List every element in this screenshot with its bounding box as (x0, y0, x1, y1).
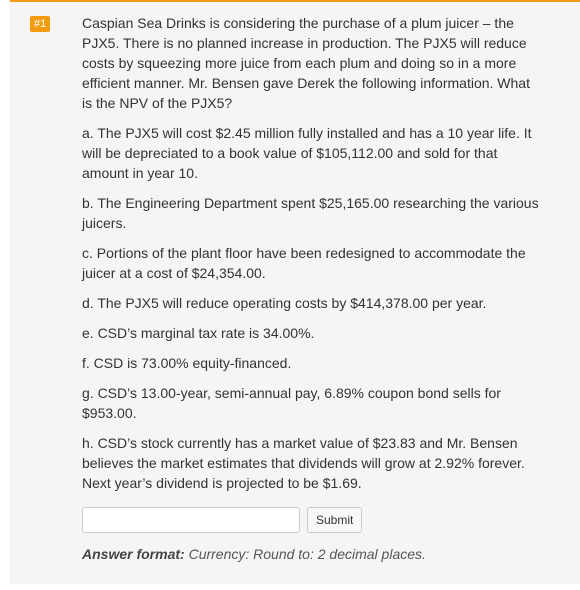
answer-format-text: Currency: Round to: 2 decimal places. (184, 546, 426, 562)
submit-button[interactable]: Submit (307, 507, 362, 533)
question-content (82, 13, 540, 503)
question-intro: Caspian Sea Drinks is considering the purchase of a plum juicer – the PJX5. There is no planned increase in production. The PJX5 will reduce costs by squeezing more juice from each plum and doing so in a more efficient manner. Mr. Bensen gave Derek the following information. What is the NPV of the PJX5? (82, 15, 530, 111)
answer-input[interactable] (82, 507, 300, 533)
question-item-c: c. Portions of the plant floor have been redesigned to accommodate the juicer at a cost of $24,354.00. (82, 245, 526, 281)
question-item-f: f. CSD is 73.00% equity-financed. (82, 355, 292, 371)
question-item-h: h. CSD’s stock currently has a market value of $23.83 and Mr. Bensen believes the market estimates that dividends will grow at 2.92% forever. Next year’s dividend is projected to be $1.69. (82, 435, 525, 491)
answer-row (82, 507, 362, 533)
question-number-badge: #1 (30, 16, 50, 32)
question-item-d: d. The PJX5 will reduce operating costs by $414,378.00 per year. (82, 295, 487, 311)
answer-format-label: Answer format: (82, 546, 185, 562)
answer-format-note (82, 546, 426, 562)
question-item-b: b. The Engineering Department spent $25,165.00 researching the various juicers. (82, 195, 539, 231)
question-item-a: a. The PJX5 will cost $2.45 million fully installed and has a 10 year life. It will be depreciated to a book value of $105,112.00 and sold for that amount in year 10. (82, 125, 532, 181)
question-item-e: e. CSD’s marginal tax rate is 34.00%. (82, 325, 315, 341)
question-item-g: g. CSD’s 13.00-year, semi-annual pay, 6.89% coupon bond sells for $953.00. (82, 385, 501, 421)
